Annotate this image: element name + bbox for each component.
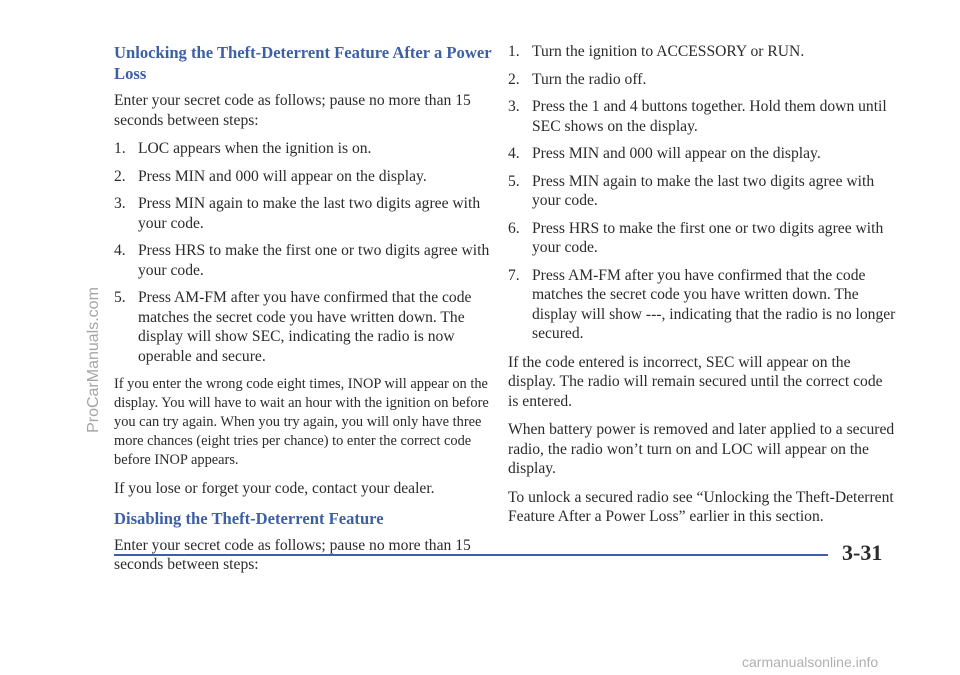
right-column [508, 42, 896, 536]
heading-unlocking-after-power-loss: Unlocking the Theft-Deterrent Feature After a Power Loss [114, 43, 492, 83]
intro-disabling: Enter your secret code as follows; pause no more than 15 seconds between steps: [114, 536, 471, 573]
list-item: 3. Press the 1 and 4 buttons together. Hold them down until SEC shows on the display. [508, 98, 887, 135]
manual-page [60, 10, 902, 573]
unlock-reference-note: To unlock a secured radio see “Unlocking the Theft-Deterrent Feature After a Power Loss” earlier in this section. [508, 488, 894, 525]
intro-unlocking: Enter your secret code as follows; pause no more than 15 seconds between steps: [114, 92, 471, 129]
list-item: 7. Press AM-FM after you have confirmed that the code matches the secret code you have written down. The display will show ---, indicating that the radio is no longer secured. [508, 266, 896, 342]
list-item: 2. Press MIN and 000 will appear on the display. [114, 167, 427, 185]
site-footer-watermark: carmanualsonline.info [742, 654, 879, 670]
list-item: 6. Press HRS to make the first one or two digits agree with your code. [508, 219, 884, 256]
list-item: 5. Press AM-FM after you have confirmed that the code matches the secret code you have written down. The display will show SEC, indicating the radio is now operable and secure. [114, 289, 472, 365]
unlock-steps-list [114, 139, 494, 366]
list-item: 5. Press MIN again to make the last two digits agree with your code. [508, 172, 875, 209]
battery-power-note: When battery power is removed and later applied to a secured radio, the radio won’t turn on and LOC will appear on the display. [508, 421, 895, 477]
list-item: 3. Press MIN again to make the last two digits agree with your code. [114, 195, 481, 232]
disable-steps-list [508, 42, 896, 344]
incorrect-code-note: If the code entered is incorrect, SEC will appear on the display. The radio will remain secured until the correct code is entered. [508, 353, 883, 410]
list-item: 4. Press HRS to make the first one or two digits agree with your code. [114, 242, 490, 279]
list-item: 1. Turn the ignition to ACCESSORY or RUN. [508, 43, 805, 60]
left-column [114, 42, 494, 584]
wrong-code-note: If you enter the wrong code eight times, INOP will appear on the display. You will have to wait an hour with the ignition on before you can try again. When you try again, you will only have three more chances (eight tries per chance) to enter the correct code before INOP appears. [114, 376, 489, 468]
side-watermark: ProCarManuals.com [85, 287, 102, 433]
list-item: 2. Turn the radio off. [508, 70, 647, 88]
list-item: 4. Press MIN and 000 will appear on the display. [508, 145, 821, 162]
heading-disabling: Disabling the Theft-Deterrent Feature [114, 508, 384, 528]
footer-rule [114, 554, 828, 556]
lose-code-note: If you lose or forget your code, contact your dealer. [114, 480, 435, 497]
list-item: 1. LOC appears when the ignition is on. [114, 140, 372, 157]
page-number: 3-31 [842, 540, 883, 565]
